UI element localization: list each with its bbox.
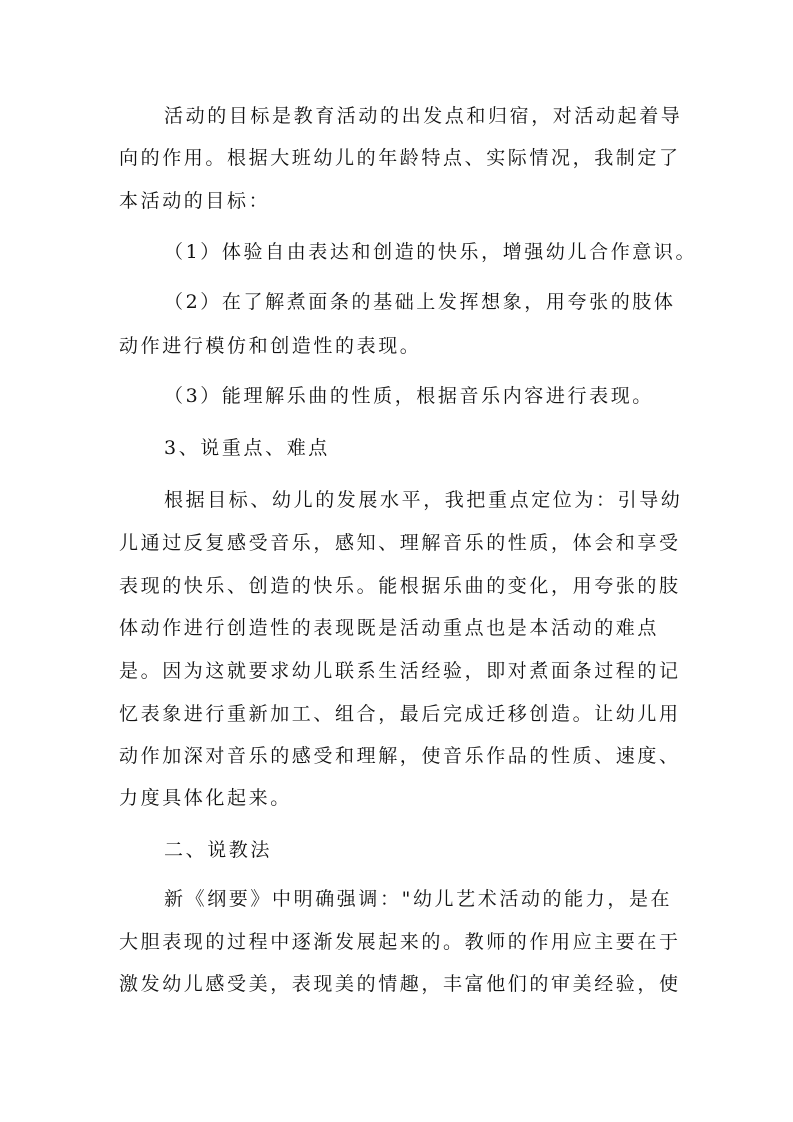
paragraph-key-points-line-7: 动作加深对音乐的感受和理解，使音乐作品的性质、速度、 xyxy=(119,745,681,767)
paragraph-goal-line-1: 活动的目标是教育活动的出发点和归宿，对活动起着导 xyxy=(164,105,683,127)
paragraph-key-points-line-8: 力度具体化起来。 xyxy=(119,787,292,809)
paragraph-teaching-method-line-1: 新《纲要》中明确强调："幼儿艺术活动的能力，是在 xyxy=(164,888,673,910)
section-heading-key-points: 3、说重点、难点 xyxy=(164,437,330,459)
paragraph-key-points-line-1: 根据目标、幼儿的发展水平，我把重点定位为：引导幼 xyxy=(164,489,683,511)
paragraph-key-points-line-5: 是。因为这就要求幼儿联系生活经验，即对煮面条过程的记 xyxy=(119,660,681,682)
goal-item-3: （3）能理解乐曲的性质，根据音乐内容进行表现。 xyxy=(164,385,654,407)
section-heading-teaching-method: 二、说教法 xyxy=(164,839,273,861)
goal-item-1: （1）体验自由表达和创造的快乐，增强幼儿合作意识。 xyxy=(164,241,698,263)
goal-item-2-line-1: （2）在了解煮面条的基础上发挥想象，用夸张的肢体 xyxy=(164,291,676,313)
goal-item-2-line-2: 动作进行模仿和创造性的表现。 xyxy=(119,335,422,357)
paragraph-key-points-line-3: 表现的快乐、创造的快乐。能根据乐曲的变化，用夸张的肢 xyxy=(119,575,681,597)
paragraph-key-points-line-6: 忆表象进行重新加工、组合，最后完成迁移创造。让幼儿用 xyxy=(119,703,681,725)
paragraph-goal-line-2: 向的作用。根据大班幼儿的年龄特点、实际情况，我制定了 xyxy=(119,147,681,169)
paragraph-teaching-method-line-2: 大胆表现的过程中逐渐发展起来的。教师的作用应主要在于 xyxy=(119,931,681,953)
paragraph-key-points-line-4: 体动作进行创造性的表现既是活动重点也是本活动的难点 xyxy=(119,617,660,639)
paragraph-key-points-line-2: 儿通过反复感受音乐，感知、理解音乐的性质，体会和享受 xyxy=(119,532,681,554)
paragraph-goal-line-3: 本活动的目标： xyxy=(119,190,271,212)
paragraph-teaching-method-line-3: 激发幼儿感受美，表现美的情趣，丰富他们的审美经验，使 xyxy=(119,973,681,995)
